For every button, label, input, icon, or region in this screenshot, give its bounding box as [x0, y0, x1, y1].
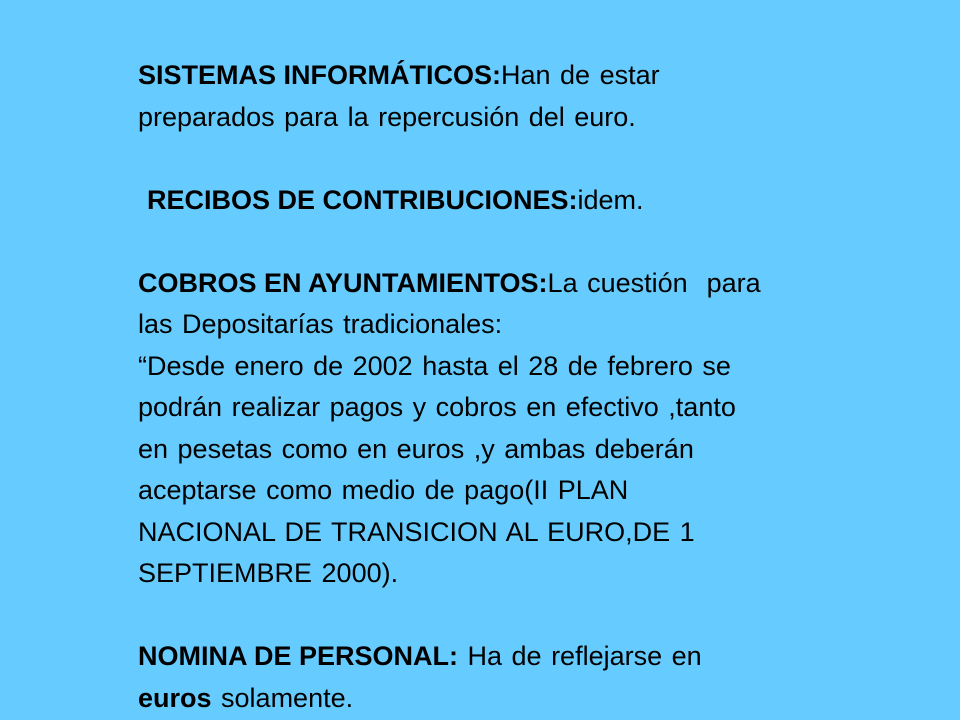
sistemas-text-2: preparados para la repercusión del euro.: [138, 101, 636, 132]
quote-line: podrán realizar pagos y cobros en efectivo ,tanto: [138, 392, 736, 422]
cobros-heading: COBROS EN AYUNTAMIENTOS:: [138, 267, 548, 298]
nomina-line-1: [138, 636, 918, 678]
nomina-heading: NOMINA DE PERSONAL:: [138, 641, 459, 671]
cobros-text-1: La cuestión para: [547, 267, 761, 298]
spacer: [138, 138, 918, 180]
sistemas-text-1: Han de estar: [501, 60, 660, 90]
recibos-heading: RECIBOS DE CONTRIBUCIONES:: [147, 184, 578, 215]
quote-line: SEPTIEMBRE 2000).: [138, 558, 399, 588]
quote-line: aceptarse como medio de pago(II PLAN: [138, 475, 629, 505]
nomina-text-1: Ha de reflejarse en: [458, 641, 702, 671]
sistemas-line-1: [138, 55, 918, 97]
nomina-line-2: [138, 678, 918, 720]
quote-line: “Desde enero de 2002 hasta el 28 de febrero se: [138, 350, 731, 381]
spacer: [138, 595, 918, 637]
nomina-paragraph: [138, 636, 918, 719]
cobros-text-2: las Depositarías tradicionales:: [138, 309, 503, 339]
recibos-text: idem.: [577, 184, 644, 215]
sistemas-heading: SISTEMAS INFORMÁTICOS:: [138, 60, 501, 90]
quote-line: en pesetas como en euros ,y ambas deberán: [138, 433, 694, 464]
nomina-bold-word: euros: [138, 682, 212, 713]
cobros-line-1: [138, 263, 918, 305]
sistemas-informaticos-paragraph: [138, 55, 918, 138]
slide-body: [138, 55, 918, 719]
nomina-text-2: solamente.: [211, 682, 354, 713]
quote-line: NACIONAL DE TRANSICION AL EURO,DE 1: [138, 516, 695, 547]
spacer: [138, 221, 918, 263]
recibos-paragraph: [138, 180, 918, 222]
cobros-paragraph: [138, 263, 918, 595]
